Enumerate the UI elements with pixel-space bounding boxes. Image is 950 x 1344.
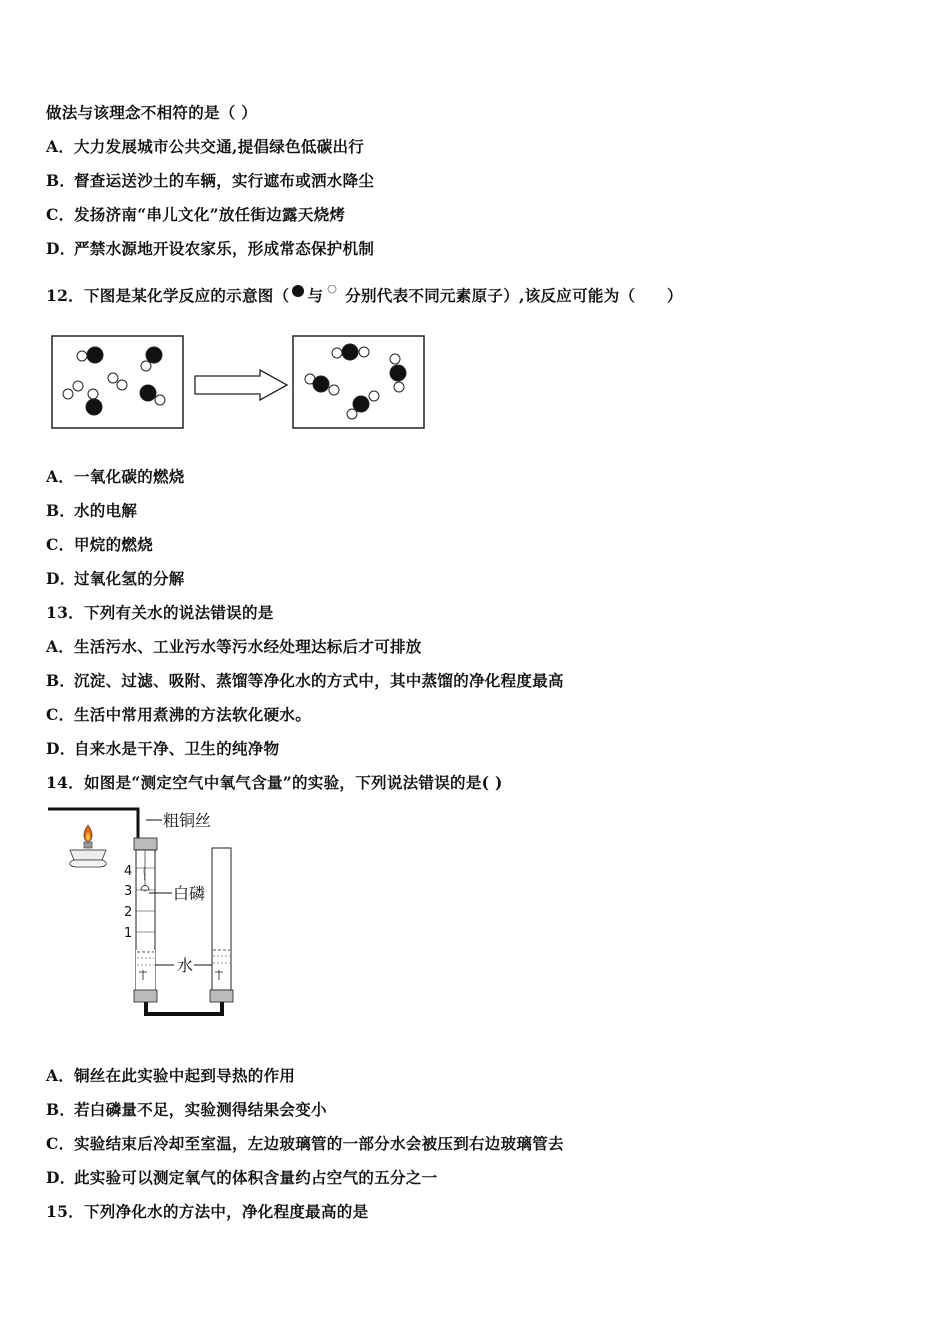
q12-option-c[interactable] bbox=[46, 533, 153, 555]
option-text: 严禁水源地开设农家乐，形成常态保护机制 bbox=[74, 239, 375, 258]
q13-option-d[interactable] bbox=[46, 737, 279, 759]
option-text: 此实验可以测定氧气的体积含量约占空气的五分之一 bbox=[74, 1168, 438, 1187]
question-number: 14． bbox=[46, 773, 84, 792]
q13-option-a[interactable] bbox=[46, 635, 422, 657]
scale-2: 2 bbox=[124, 905, 133, 920]
option-text: 过氧化氢的分解 bbox=[74, 569, 185, 588]
q14-option-c[interactable] bbox=[46, 1132, 564, 1154]
option-text: 水的电解 bbox=[74, 501, 138, 520]
option-text: 发扬济南“串儿文化”放任街边露天烧烤 bbox=[74, 205, 346, 224]
q12-option-b[interactable] bbox=[46, 499, 137, 521]
question-number: 13． bbox=[46, 603, 84, 622]
option-text: 若白磷量不足，实验测得结果会变小 bbox=[74, 1100, 327, 1119]
q11-option-c[interactable] bbox=[46, 203, 345, 225]
option-letter: C． bbox=[46, 1134, 75, 1153]
q11-option-d[interactable] bbox=[46, 237, 374, 259]
q12-stem bbox=[46, 284, 683, 309]
q11-option-b[interactable] bbox=[46, 169, 374, 191]
white-atom-icon bbox=[323, 285, 345, 309]
option-letter: B． bbox=[46, 171, 76, 190]
scale-1: 1 bbox=[124, 926, 133, 941]
option-text: 铜丝在此实验中起到导热的作用 bbox=[74, 1066, 296, 1085]
q11-stem: 做法与该理念不相符的是（ ） bbox=[46, 103, 258, 122]
scale-4: 4 bbox=[124, 864, 133, 879]
q12-option-d[interactable] bbox=[46, 567, 185, 589]
option-text: 甲烷的燃烧 bbox=[74, 535, 154, 554]
right-glass-tube bbox=[210, 848, 233, 1002]
q14-option-a[interactable] bbox=[46, 1064, 295, 1086]
option-text: 实验结束后冷却至室温，左边玻璃管的一部分水会被压到右边玻璃管去 bbox=[74, 1134, 564, 1153]
rubber-tube bbox=[146, 1002, 222, 1014]
oxygen-apparatus-figure bbox=[46, 800, 286, 1025]
option-letter: A． bbox=[46, 467, 75, 486]
option-letter: B． bbox=[46, 1100, 76, 1119]
option-letter: D． bbox=[46, 239, 76, 258]
option-letter: C． bbox=[46, 535, 75, 554]
option-letter: A． bbox=[46, 137, 75, 156]
q13-option-c[interactable] bbox=[46, 703, 311, 725]
option-letter: D． bbox=[46, 1168, 76, 1187]
option-text: 生活中常用煮沸的方法软化硬水。 bbox=[74, 705, 312, 724]
q12-stem-part-c: 分别代表不同元素原子）,该反应可能为（ ） bbox=[345, 286, 683, 305]
q12-stem-part-b: 与 bbox=[307, 286, 324, 305]
q14-stem-text: 如图是“测定空气中氧气含量”的实验，下列说法错误的是( ) bbox=[83, 773, 503, 792]
q14-stem bbox=[46, 771, 503, 793]
phosphorus-label: 白磷 bbox=[173, 884, 206, 903]
option-letter: C． bbox=[46, 705, 75, 724]
q12-stem-part-a: 下图是某化学反应的示意图（ bbox=[83, 286, 290, 305]
option-letter: A． bbox=[46, 637, 75, 656]
q14-option-d[interactable] bbox=[46, 1166, 437, 1188]
option-text: 生活污水、工业污水等污水经处理达标后才可排放 bbox=[74, 637, 422, 656]
option-letter: A． bbox=[46, 1066, 75, 1085]
question-number: 12． bbox=[46, 286, 84, 305]
q12-option-a[interactable] bbox=[46, 465, 185, 487]
option-text: 自来水是干净、卫生的纯净物 bbox=[74, 739, 280, 758]
q11-option-a[interactable] bbox=[46, 135, 364, 157]
reaction-arrow bbox=[195, 370, 287, 400]
option-text: 沉淀、过滤、吸附、蒸馏等净化水的方式中，其中蒸馏的净化程度最高 bbox=[74, 671, 564, 690]
question-number: 15． bbox=[46, 1202, 84, 1221]
option-letter: D． bbox=[46, 569, 76, 588]
option-letter: C． bbox=[46, 205, 75, 224]
q13-option-b[interactable] bbox=[46, 669, 564, 691]
q13-stem-text: 下列有关水的说法错误的是 bbox=[83, 603, 274, 622]
option-text: 大力发展城市公共交通,提倡绿色低碳出行 bbox=[74, 137, 365, 156]
scale-3: 3 bbox=[124, 884, 133, 899]
water-label: 水 bbox=[177, 956, 194, 975]
option-text: 一氧化碳的燃烧 bbox=[74, 467, 185, 486]
option-letter: B． bbox=[46, 501, 76, 520]
q15-stem-text: 下列净化水的方法中，净化程度最高的是 bbox=[83, 1202, 369, 1221]
reaction-diagram bbox=[50, 334, 430, 432]
alcohol-lamp-icon bbox=[70, 825, 107, 867]
q14-option-b[interactable] bbox=[46, 1098, 327, 1120]
option-letter: B． bbox=[46, 671, 76, 690]
option-letter: D． bbox=[46, 739, 76, 758]
left-glass-tube bbox=[134, 838, 157, 1002]
black-atom-icon bbox=[289, 285, 307, 309]
q13-stem bbox=[46, 601, 274, 623]
q15-stem bbox=[46, 1200, 368, 1222]
option-text: 督查运送沙土的车辆，实行遮布或洒水降尘 bbox=[74, 171, 375, 190]
copper-wire-label: 粗铜丝 bbox=[163, 811, 212, 830]
